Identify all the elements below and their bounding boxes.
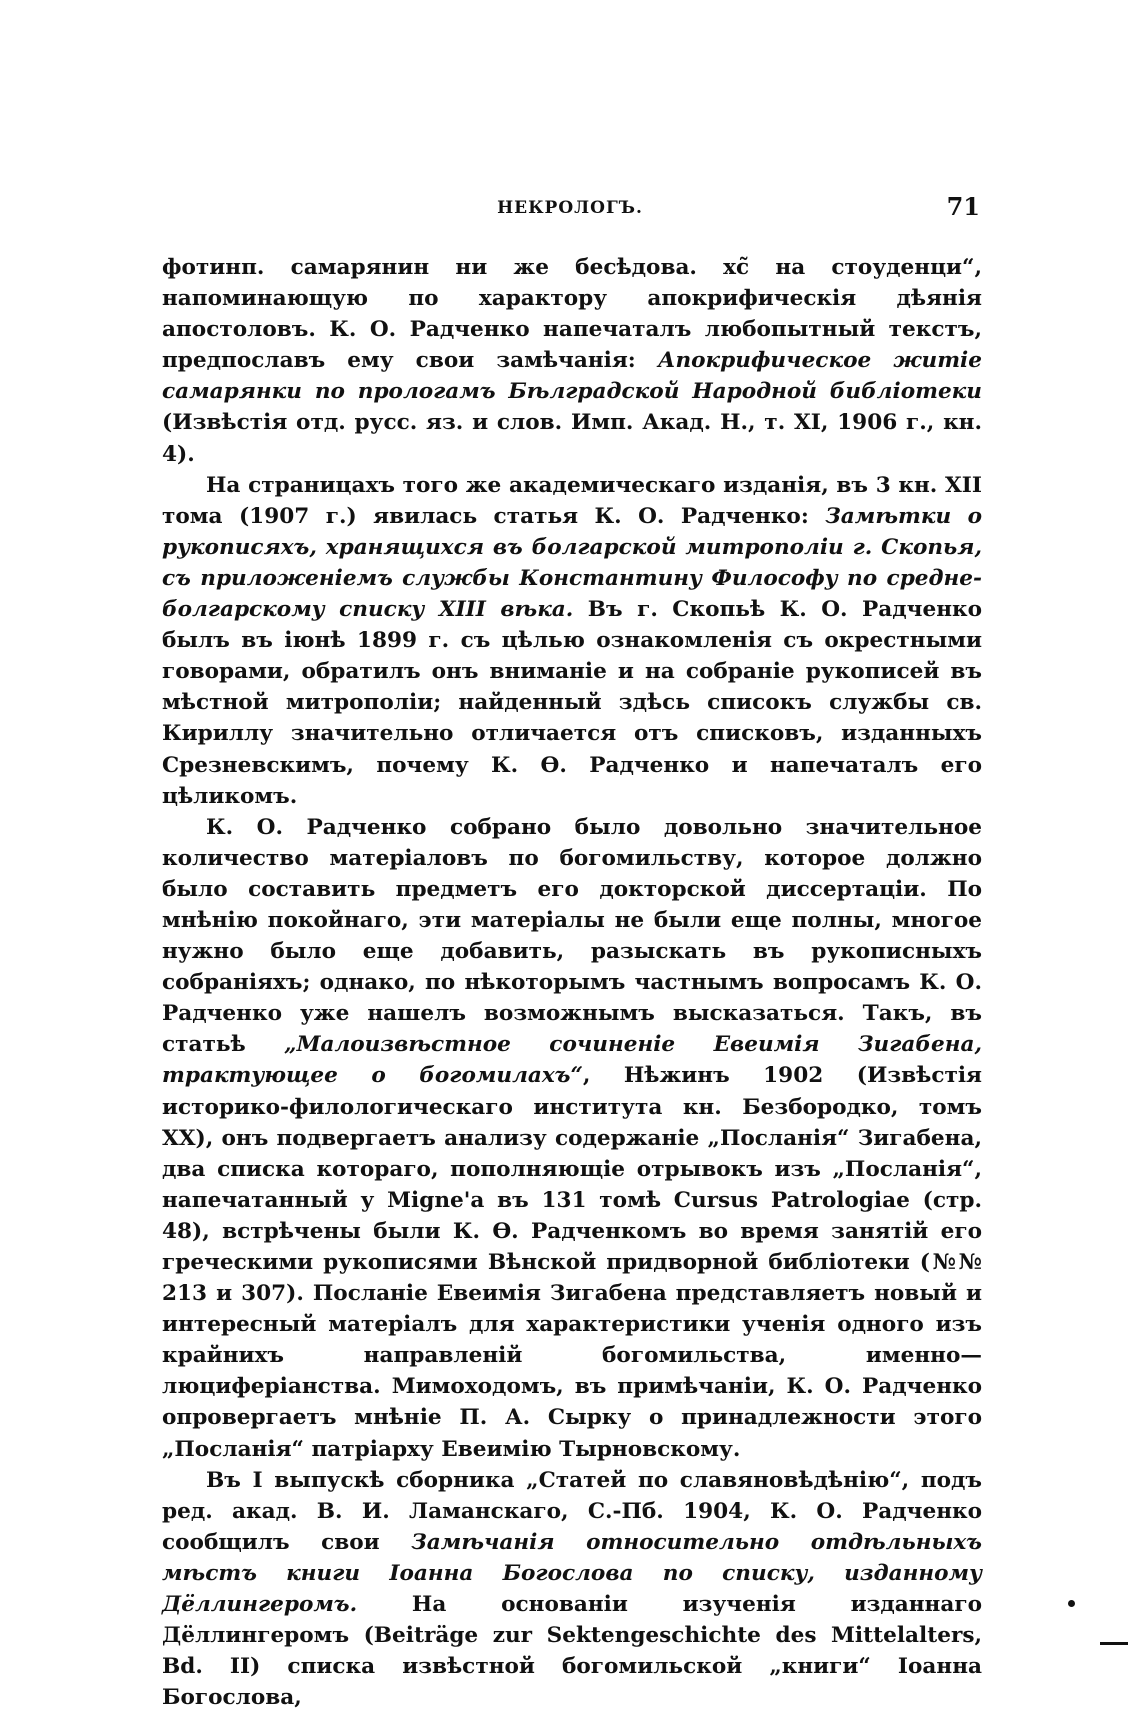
italic-title-segment: Апокрифическое житіе самарянки по прологамъ Бѣлградской Народной библіотеки	[162, 348, 982, 405]
paragraph-3	[162, 812, 982, 1465]
running-header	[160, 192, 980, 222]
italic-title-segment: Замѣчанія относительно отдѣльныхъ мѣстъ книги Іоанна Богослова по списку, изданному Дёллингеромъ.	[162, 1529, 982, 1618]
text-segment: К. О. Радченко собрано было довольно значительное количество матеріаловъ по богомильству, которое должно было составить предметъ его докторской диссертаціи. По мнѣнію покойнаго, эти матеріалы не были еще полны, многое нужно было еще добавить, разыскать въ рукописныхъ собраніяхъ; однако, по нѣкоторымъ частнымъ вопросамъ К. О. Радченко уже нашелъ возможнымъ высказаться. Такъ, въ статьѣ	[162, 814, 982, 1058]
text-segment: На основаніи изученія изданнаго Дёллингеромъ (Beiträge zur Sektengeschichte des Mittelalters, Bd. II) списка извѣстной богомильской „книги“ Іоанна Богослова,	[162, 1592, 982, 1711]
running-title: НЕКРОЛОГЪ.	[497, 198, 643, 218]
body-text	[162, 252, 982, 1713]
paragraph-4	[162, 1465, 982, 1713]
italic-title-segment: „Малоизвѣстное сочиненіе Евеимія Зигабена, трактующее о богомилахъ“	[162, 1032, 982, 1089]
text-segment: , Нѣжинъ 1902 (Извѣстія историко-филологическаго института кн. Безбородко, томъ XX), онъ подвергаетъ анализу содержаніе „Посланія“ Зигабена, два списка котораго, пополняющіе отрывокъ изъ „Посланія“, напечатанный у Migne'a въ 131 томѣ Cursus Patrologiae (стр. 48), встрѣчены были К. Ѳ. Радченкомъ во время занятій его греческими рукописями Вѣнской придворной библіотеки (№№ 213 и 307). Посланіе Евеимія Зигабена представляетъ новый и интересный матеріалъ для характеристики ученія одного изъ крайнихъ направленій богомильства, именно—люциферіанства. Мимоходомъ, въ примѣчаніи, К. О. Радченко опровергаетъ мнѣніе П. А. Сырку о принадлежности этого „Посланія“ патріарху Евеимію Тырновскому.	[162, 1063, 983, 1462]
italic-title-segment: Замѣтки о рукописяхъ, хранящихся въ болгарской митрополіи г. Скопья, съ приложеніемъ службы Константину Философу по средне-болгарскому списку XIII вѣка.	[162, 503, 982, 623]
scan-edge-mark	[1100, 1642, 1128, 1645]
text-segment: Въ г. Скопьѣ К. О. Радченко былъ въ іюнѣ 1899 г. съ цѣлью ознакомленія съ окрестными говорами, обратилъ онъ вниманіе и на собраніе рукописей въ мѣстной митрополіи; найденный здѣсь списокъ службы св. Кириллу значительно отличается отъ списковъ, изданныхъ Срезневскимъ, почему К. Ѳ. Радченко и напечаталъ его цѣликомъ.	[162, 597, 982, 809]
text-segment: фотинп. самарянин ни же бесѣдова. хс̃ на стоуденци“, напоминающую по характору апокрифическія дѣянія апостоловъ. К. О. Радченко напечаталъ любопытный текстъ, предпославъ ему свои замѣчанія:	[162, 255, 982, 374]
paragraph-2	[162, 470, 982, 812]
text-segment: На страницахъ того же академическаго изданія, въ 3 кн. XII тома (1907 г.) явилась статья К. О. Радченко:	[162, 472, 982, 529]
page-number: 71	[946, 192, 980, 221]
text-segment: Въ I выпускѣ сборника „Статей по славяновѣдѣнію“, подъ ред. акад. В. И. Ламанскаго, С.-Пб. 1904, К. О. Радченко сообщилъ свои	[162, 1467, 982, 1555]
scan-speck	[1068, 1600, 1075, 1607]
text-segment: (Извѣстія отд. русс. яз. и слов. Имп. Акад. Н., т. XI, 1906 г., кн. 4).	[162, 410, 982, 467]
paragraph-1	[162, 252, 982, 470]
